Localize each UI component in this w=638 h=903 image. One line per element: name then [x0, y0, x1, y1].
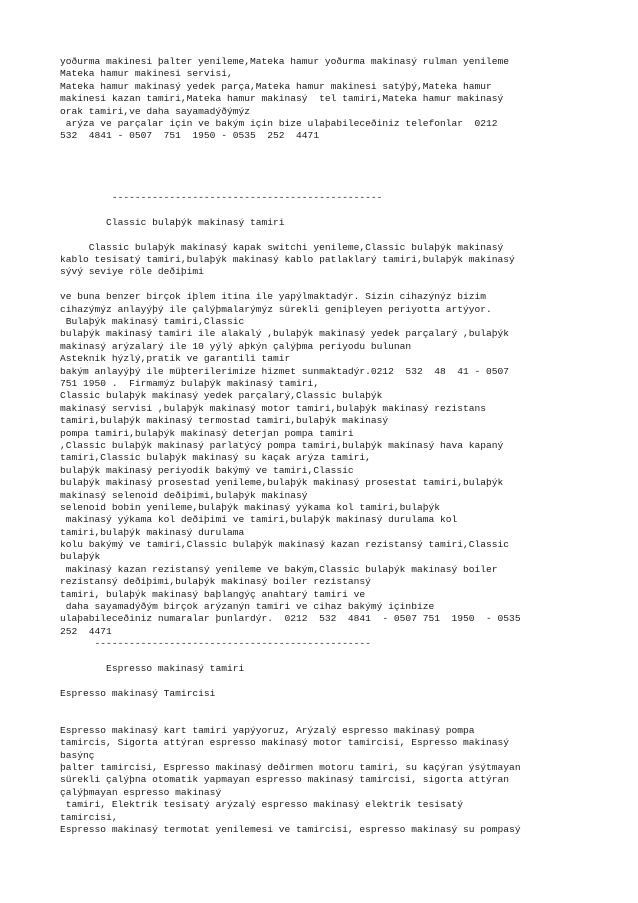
classic-intro-paragraph: [60, 242, 580, 279]
intro-paragraph: [60, 56, 580, 143]
text-line: makinasý selenoid deðiþimi,bulaþýk makinasý: [60, 489, 308, 501]
text-line: selenoid bobin yenileme,bulaþýk makinasý yýkama kol tamiri,bulaþýk: [60, 501, 440, 513]
text-line: cihazýmýz anlayýþý ile çalýþmalarýmýz sürekli geniþleyen periyotta artýyor.: [60, 303, 492, 315]
text-line: bulaþýk makinasý prosestad yenileme,bulaþýk makinasý prosestat tamiri,bulaþýk: [60, 477, 504, 489]
text-line: tamircisi,: [60, 811, 118, 823]
text-line: daha sayamadýðým birçok arýzanýn tamiri ve cihaz bakýmý içinbize: [60, 601, 435, 613]
section-heading-espresso: Espresso makinasý tamiri: [60, 662, 245, 674]
text-line: tamiri,bulaþýk makinasý durulama: [60, 526, 245, 538]
text-line: 532 4841 - 0507 751 1950 - 0535 252 4471: [60, 130, 320, 142]
text-line: kolu bakýmý ve tamiri,Classic bulaþýk makinasý kazan rezistansý tamiri,Classic: [60, 539, 510, 551]
text-line: tamircis, Sigorta attýran espresso makinasý motor tamircisi, Espresso makinasý: [60, 737, 510, 749]
text-line: arýza ve parçalar için ve bakým için bize ulaþabileceðiniz telefonlar 0212: [60, 117, 498, 129]
text-line: tamiri, bulaþýk makinasý baþlangýç anahtarý tamiri ve: [60, 588, 366, 600]
text-line: bulaþýk makinasý periyodik bakýmý ve tamiri,Classic: [60, 464, 354, 476]
text-line: ve buna benzer birçok iþlem itina ile yapýlmaktadýr. Sizin cihazýnýz bizim: [60, 291, 487, 303]
text-line: sürekli çalýþna otomatik yapmayan espresso makinasý tamircisi, sigorta attýran: [60, 774, 510, 786]
text-line: Classic bulaþýk makinasý kapak switchi yenileme,Classic bulaþýk makinasý: [60, 241, 504, 253]
text-line: Mateka hamur makinasý yedek parça,Mateka hamur makinesi satýþý,Mateka hamur: [60, 80, 492, 92]
text-line: tamiri,Classic bulaþýk makinasý su kaçak arýza tamiri,: [60, 452, 371, 464]
text-line: bakým anlayýþý ile müþterilerimize hizmet sunmaktadýr.0212 532 48 41 - 0507: [60, 365, 510, 377]
text-line: makinasý arýzalarý ile 10 yýlý aþkýn çalýþma periyodu bulunan: [60, 340, 412, 352]
classic-body-paragraph: [60, 291, 580, 638]
text-line: Asteknik hýzlý,pratik ve garantili tamir: [60, 353, 291, 365]
text-line: çalýþmayan espresso makinasý: [60, 786, 222, 798]
text-line: sývý seviye röle deðiþimi: [60, 266, 204, 278]
text-line: bulaþýk makinasý tamiri ile alakalý ,bulaþýk makinasý yedek parçalarý ,bulaþýk: [60, 328, 510, 340]
section-heading-classic: Classic bulaþýk makinasý tamiri: [60, 216, 285, 228]
text-line: Bulaþýk makinasý tamiri,Classic: [60, 316, 245, 328]
text-line: orak tamiri,ve daha sayamadýðýmýz: [60, 105, 250, 117]
text-line: bulaþýk: [60, 551, 101, 563]
espresso-body-paragraph: [60, 725, 580, 837]
text-line: tamiri, Elektrik tesisatý arýzalý espresso makinasý elektrik tesisatý: [60, 799, 464, 811]
text-line: makinesi kazan tamiri,Mateka hamur makinasý tel tamiri,Mateka hamur makinasý: [60, 93, 504, 105]
text-line: Classic bulaþýk makinasý yedek parçalarý,Classic bulaþýk: [60, 390, 383, 402]
text-line: ,Classic bulaþýk makinasý parlatýcý pompa tamiri,bulaþýk makinasý hava kapaný: [60, 439, 504, 451]
text-line: pompa tamiri,bulaþýk makinasý deterjan pompa tamiri: [60, 427, 354, 439]
text-line: makinasý kazan rezistansý yenileme ve bakým,Classic bulaþýk makinasý boiler: [60, 563, 498, 575]
text-line: basýnç: [60, 749, 95, 761]
text-line: makinasý servisi ,bulaþýk makinasý motor tamiri,bulaþýk makinasý rezistans: [60, 402, 487, 414]
text-line: 751 1950 . Firmamýz bulaþýk makinasý tamiri,: [60, 377, 320, 389]
text-line: rezistansý deðiþimi,bulaþýk makinasý boiler rezistansý: [60, 576, 371, 588]
divider-line: -----------------------------------------------: [60, 192, 383, 204]
text-line: þalter tamircisi, Espresso makinasý deðirmen motoru tamiri, su kaçýran ýsýtmayan: [60, 762, 521, 774]
text-line: ulaþabileceðiniz numaralar þunlardýr. 0212 532 4841 - 0507 751 1950 - 0535: [60, 613, 521, 625]
text-line: makinasý yýkama kol deðiþimi ve tamiri,bulaþýk makinasý durulama kol: [60, 514, 458, 526]
text-line: Espresso makinasý kart tamiri yapýyoruz, Arýzalý espresso makinasý pompa: [60, 724, 475, 736]
espresso-subheading: Espresso makinasý Tamircisi: [60, 687, 216, 699]
divider-line: ------------------------------------------------: [60, 638, 371, 650]
text-line: 252 4471: [60, 625, 112, 637]
text-line: kablo tesisatý tamiri,bulaþýk makinasý kablo patlaklarý tamiri,bulaþýk makinasý: [60, 254, 515, 266]
text-line: yoðurma makinesi þalter yenileme,Mateka hamur yoðurma makinasý rulman yenileme: [60, 56, 510, 67]
text-line: Mateka hamur makinesi servisi,: [60, 68, 233, 80]
text-line: Espresso makinasý termotat yenilemesi ve tamircisi, espresso makinasý su pompasý: [60, 824, 521, 836]
document-page: [60, 56, 580, 836]
text-line: tamiri,bulaþýk makinasý termostad tamiri,bulaþýk makinasý: [60, 415, 389, 427]
